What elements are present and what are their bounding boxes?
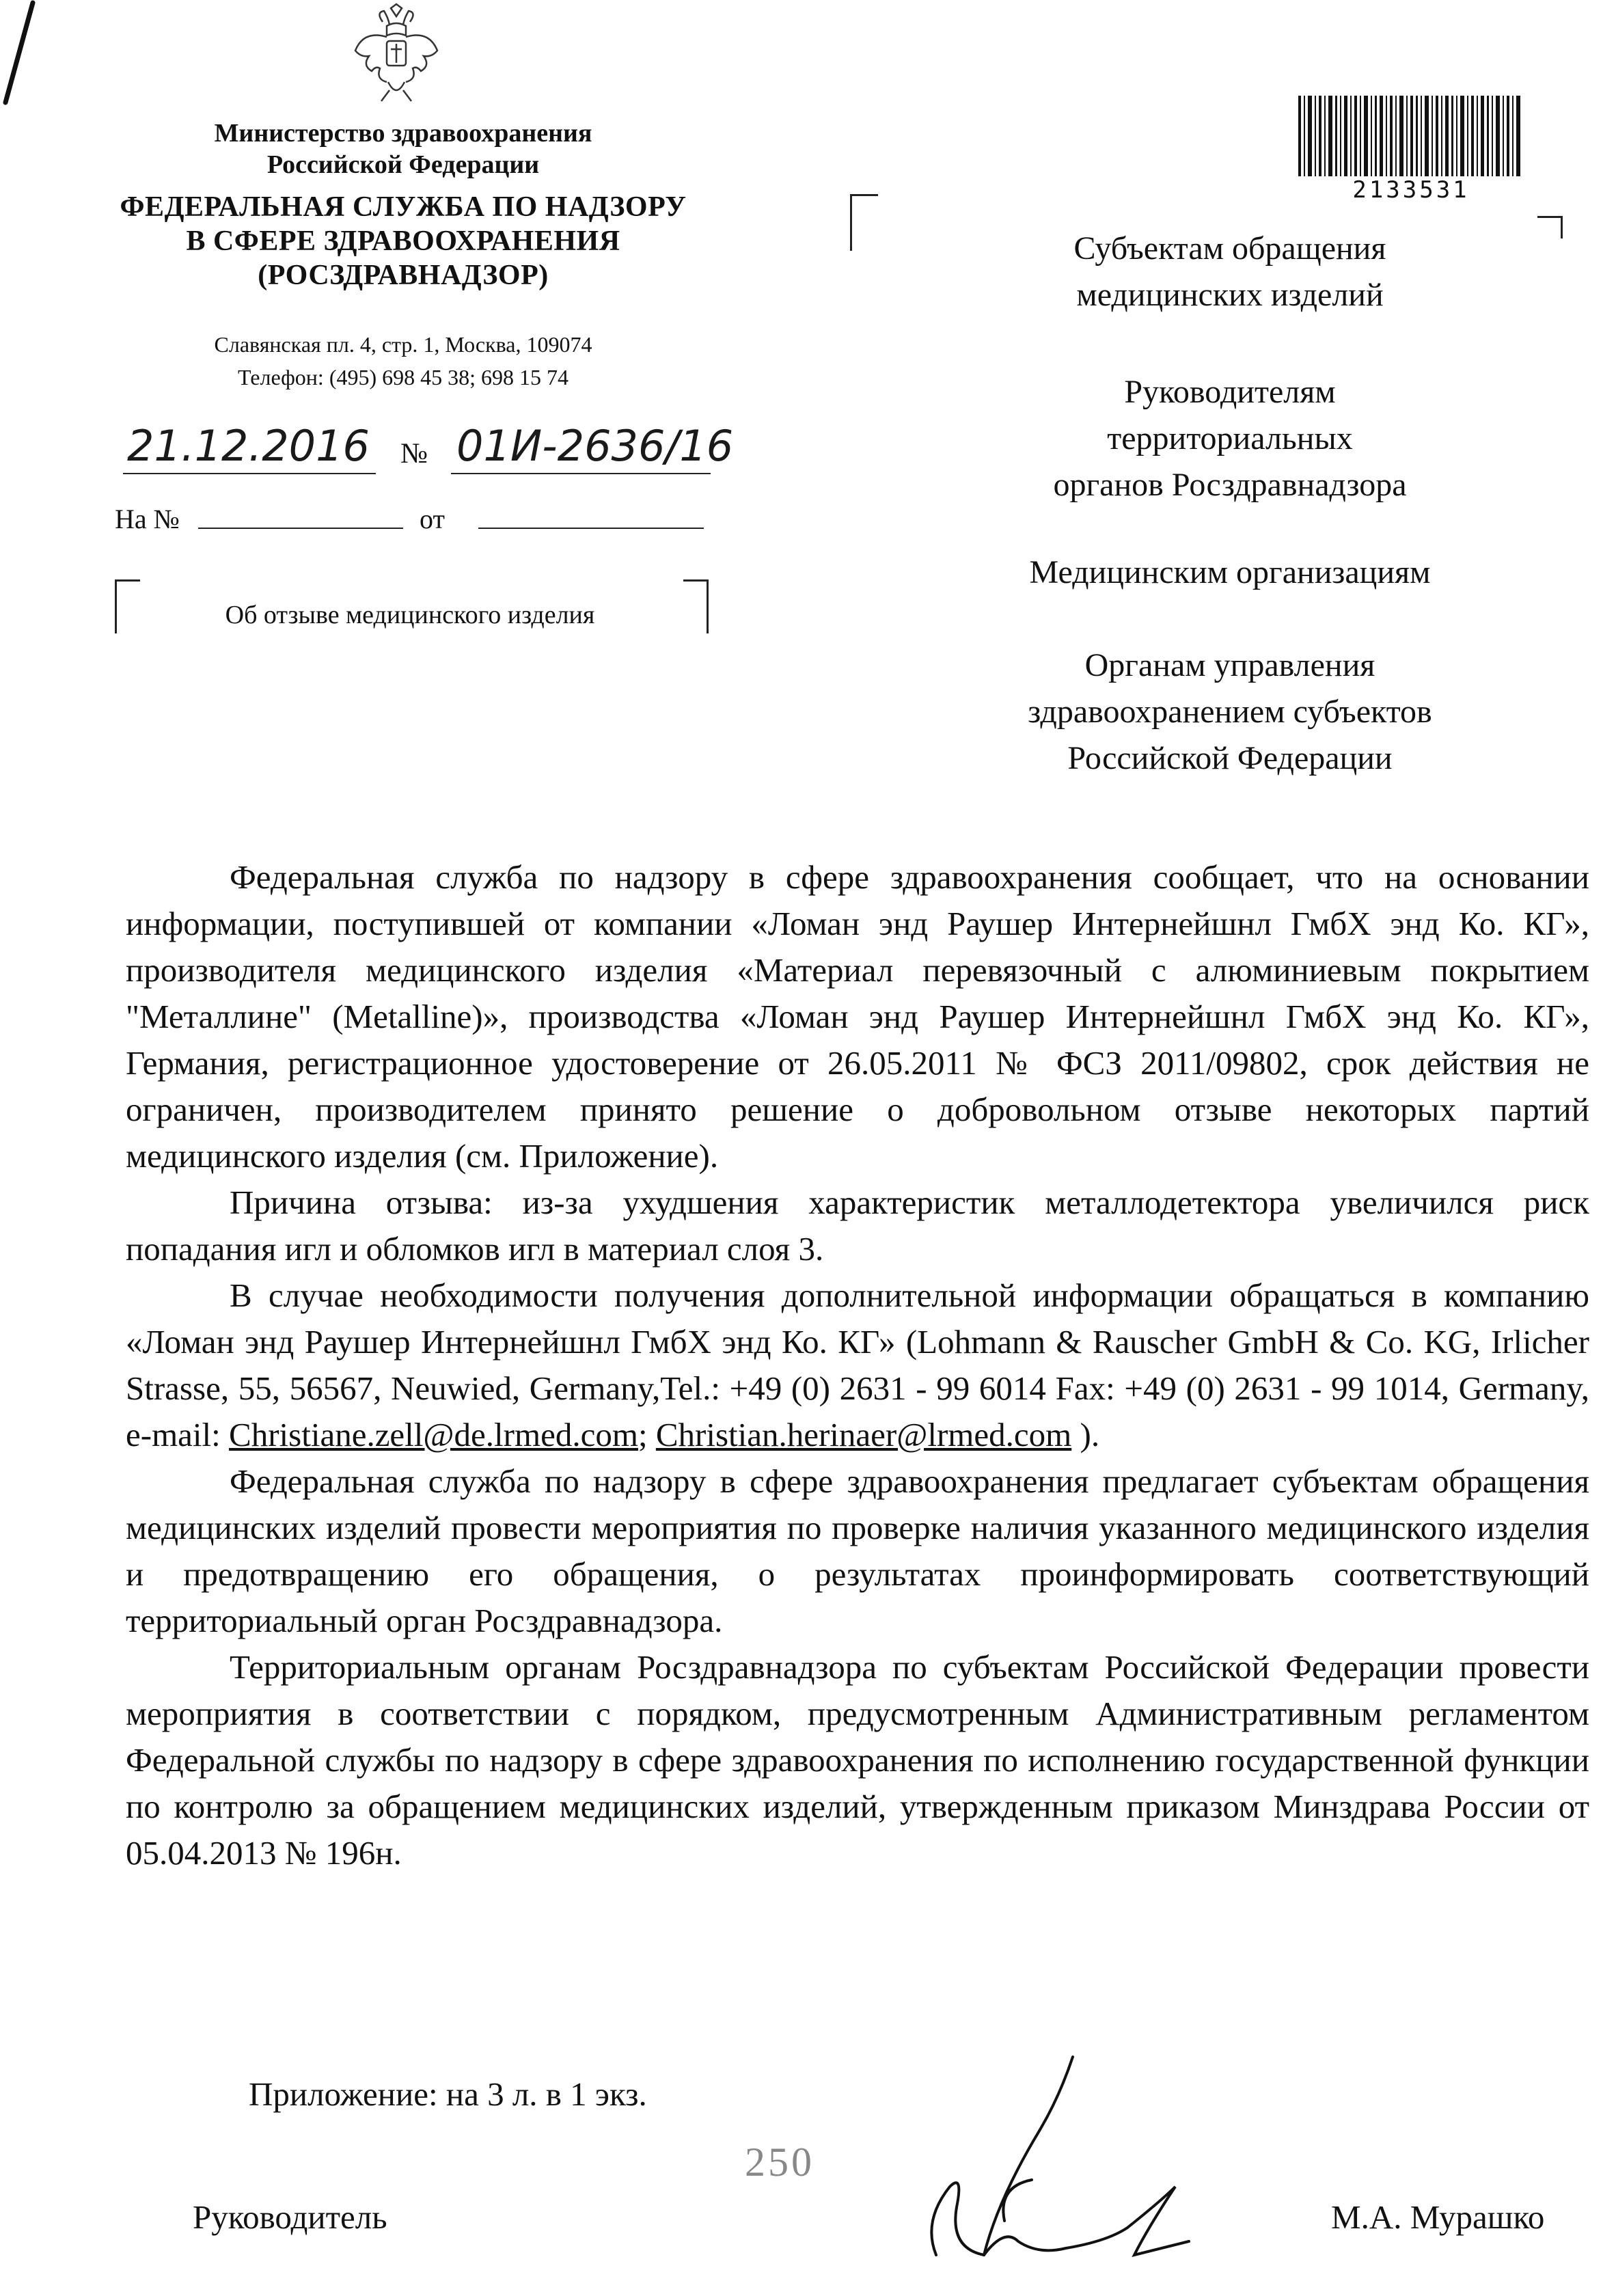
letter-subject: Об отзыве медицинского изделия [225,601,595,629]
service-name [96,190,711,292]
body-paragraph: Территориальным органам Росздравнадзора по субъектам Российской Федерации провести мероприятия в соответствии с порядком, предусмотренным Административным регламентом Федеральной службы по надзору в сфере здравоохранения по исполнению государственной функции по контролю за обращением медицинских изделий, утвержденным приказом Минздрава России от 05.04.2013 № 196н. [126,1648,1589,1872]
service-line: (РОСЗДРАВНАДЗОР) [258,260,549,291]
registration-number-sign: № [400,438,428,469]
sender-address [137,328,670,394]
subject-bracket-right [683,579,709,633]
recipient-line: органов Росздравнадзора [1053,467,1407,503]
recipient-line: Российской Федерации [1067,740,1393,776]
registration-date-underline [123,473,376,474]
recipient-line: Медицинским организациям [1029,554,1431,590]
recipient-line: территориальных [1107,420,1353,456]
barcode-icon [1298,96,1524,176]
recipient-line: Субъектам обращения [1073,230,1386,266]
signer-name: М.А. Мурашко [1331,2198,1545,2236]
reference-number-label: На № [115,504,180,534]
registration-date: 21.12.2016 [127,421,370,471]
handwritten-signature [902,2050,1285,2282]
recipient-line: Органам управления [1084,647,1375,683]
address-line: Славянская пл. 4, стр. 1, Москва, 109074 [214,332,592,357]
contact-end: ). [1071,1416,1100,1453]
email-link-zell[interactable]: Christiane.zell@de.lrmed.com [229,1416,638,1453]
recipient-bracket-left [850,194,878,251]
ministry-line: Министерство здравоохранения [214,119,592,148]
registration-number: 01И-2636/16 [456,421,734,471]
service-line: ФЕДЕРАЛЬНАЯ СЛУЖБА ПО НАДЗОРУ [120,191,687,223]
body-paragraph [126,1272,1589,1458]
registration-number-underline [451,473,711,474]
reference-date-label: от [420,504,445,534]
address-line: Телефон: (495) 698 45 38; 698 15 74 [237,365,569,390]
email-separator: ; [638,1416,648,1453]
recipient-line: медицинских изделий [1076,277,1384,313]
ministry-name [123,118,683,180]
service-line: В СФЕРЕ ЗДРАВООХРАНЕНИЯ [186,226,620,257]
recipient-line: здравоохранением субъектов [1028,694,1432,730]
reference-number-blank [198,528,403,529]
recipient-block [943,549,1517,596]
recipient-block [943,642,1517,782]
recipient-block [943,369,1517,508]
letter-body [126,854,1589,1876]
body-paragraph: Федеральная служба по надзору в сфере здравоохранения сообщает, что на основании информации, поступившей от компании «Ломан энд Раушер Интернейшнл ГмбХ энд Ко. КГ», производителя медицинского изделия «Материал перевязочный с алюминиевым покрытием "Металлине" (Metalline)», производства «Ломан энд Раушер Интернейшнл ГмбХ энд Ко. КГ», Германия, регистрационное удостоверение от 26.05.2011 № ФСЗ 2011/09802, срок действия не ограничен, производителем принято решение о добровольном отзыве некоторых партий медицинского изделия (см. Приложение). [126,858,1589,1175]
recipient-bracket-right [1537,216,1563,238]
body-paragraph: Федеральная служба по надзору в сфере здравоохранения предлагает субъектам обращения медицинских изделий провести мероприятия по проверке наличия указанного медицинского изделия и предотвращению его обращения, о результатах проинформировать соответствующий территориальный орган Росздравнадзора. [126,1462,1589,1639]
faint-stamp-digits: 250 [745,2140,814,2185]
barcode-number: 2133531 [1352,176,1470,204]
body-paragraph: Причина отзыва: из-за ухудшения характеристик металлодетектора увеличился риск попадания игл и обломков игл в материал слоя 3. [126,1184,1589,1268]
attachment-note: Приложение: на 3 л. в 1 экз. [249,2075,647,2113]
scan-pen-mark [0,0,41,109]
contact-text: В случае необходимости получения дополнительной информации обращаться в компанию «Ломан энд Раушер Интернейшнл ГмбХ энд Ко. КГ» (Lohmann & Rauscher GmbH & Co. KG, Irlicher Strasse, 55, 56567, Neuwied, Germany,Tel.: +49 (0) 2631 - 99 6014 Fax: +49 (0) 2631 - 99 1014, Germany, e-mail: [126,1276,1589,1453]
recipient-line: Руководителям [1124,374,1336,410]
subject-bracket-left [115,579,140,633]
reference-date-blank [478,528,704,529]
email-link-herinaer[interactable]: Christian.herinaer@lrmed.com [655,1416,1072,1453]
signer-title: Руководитель [193,2198,387,2236]
ministry-line: Российской Федерации [266,150,540,179]
coat-of-arms-icon [348,3,444,105]
recipient-block [943,226,1517,318]
